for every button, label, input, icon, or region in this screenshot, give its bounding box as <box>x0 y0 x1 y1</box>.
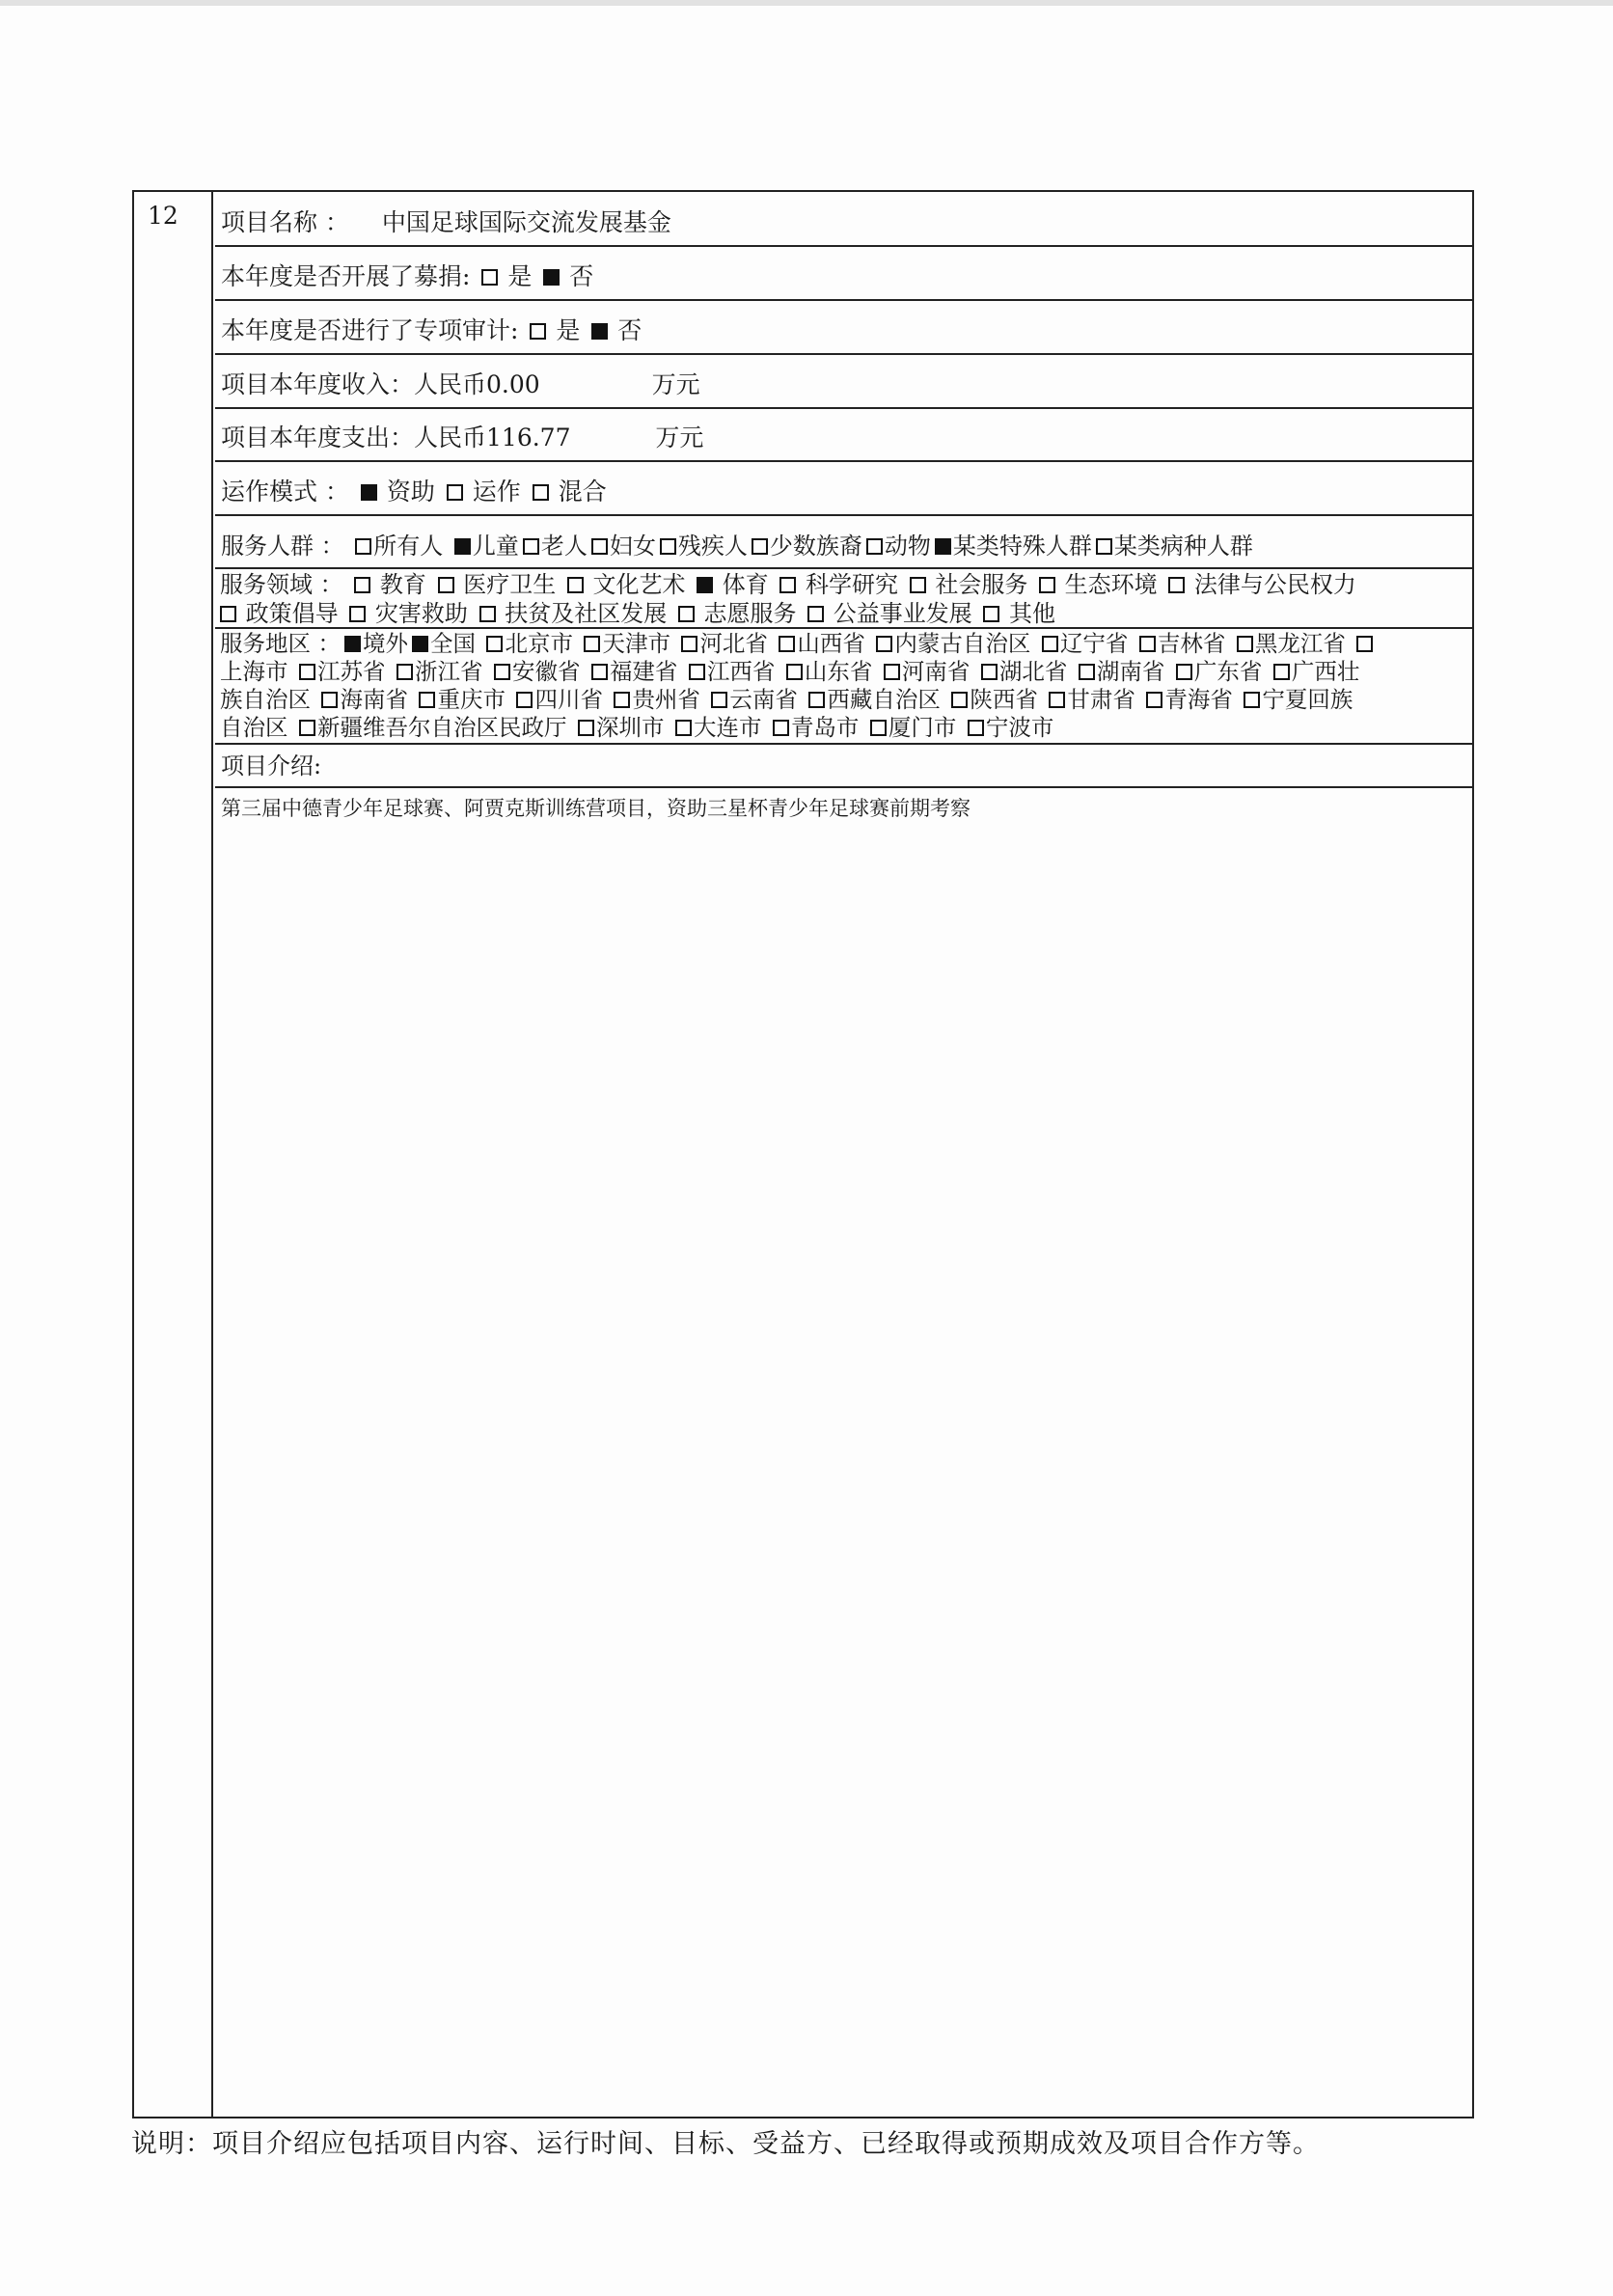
field-sports-label: 体育 <box>722 571 769 598</box>
region-jiangsu-label: 江苏省 <box>316 658 386 685</box>
region-label: 服务地区 ： <box>220 630 341 657</box>
region-dalian-checkbox[interactable] <box>675 720 692 736</box>
region-guizhou-checkbox[interactable] <box>614 692 630 708</box>
region-hunan-checkbox[interactable] <box>1079 664 1095 680</box>
fundraising-no-checkbox[interactable] <box>543 269 560 286</box>
region-xiamen-label: 厦门市 <box>888 714 957 741</box>
project-name-label: 项目名称 ： <box>221 208 349 236</box>
population-disabled-checkbox[interactable] <box>660 538 676 555</box>
region-liaoning-checkbox[interactable] <box>1042 636 1058 652</box>
mode-funding-label: 资助 <box>386 478 435 506</box>
field-policy-checkbox[interactable] <box>220 606 236 622</box>
population-disease-group-checkbox[interactable] <box>1096 538 1112 555</box>
project-form <box>132 190 1474 2118</box>
row-operation-mode <box>215 462 1472 516</box>
region-neimenggu-label: 内蒙古自治区 <box>894 630 1031 657</box>
form-content <box>215 192 1472 2117</box>
region-neimenggu-checkbox[interactable] <box>876 636 892 652</box>
population-women-label: 妇女 <box>609 533 656 560</box>
field-culture-checkbox[interactable] <box>567 577 584 593</box>
fundraising-no-label: 否 <box>569 262 594 290</box>
field-other-label: 其他 <box>1009 600 1056 627</box>
region-ningxia-checkbox[interactable] <box>1244 692 1260 708</box>
region-anhui-label: 安徽省 <box>511 658 581 685</box>
row-service-field <box>215 569 1472 629</box>
population-special-group-checkbox[interactable] <box>935 538 951 555</box>
row-service-population <box>215 516 1472 569</box>
field-education-label: 教育 <box>379 571 426 598</box>
region-shenzhen-label: 深圳市 <box>595 714 665 741</box>
region-hainan-checkbox[interactable] <box>321 692 338 708</box>
region-xinjiang-label: 新疆维吾尔自治区民政厅 <box>316 714 567 741</box>
population-disease-group-label: 某类病种人群 <box>1113 533 1253 560</box>
mode-mixed-checkbox[interactable] <box>533 484 549 501</box>
region-jiangsu-checkbox[interactable] <box>299 664 315 680</box>
region-sichuan-checkbox[interactable] <box>516 692 533 708</box>
field-policy-label: 政策倡导 <box>245 600 339 627</box>
region-shanxi-checkbox[interactable] <box>779 636 795 652</box>
region-xizang-label: 西藏自治区 <box>827 686 941 713</box>
mode-operation-checkbox[interactable] <box>447 484 463 501</box>
mode-mixed-label: 混合 <box>558 478 607 506</box>
field-law-label: 法律与公民权力 <box>1193 571 1356 598</box>
field-environment-label: 生态环境 <box>1064 571 1158 598</box>
field-culture-label: 文化艺术 <box>592 571 686 598</box>
field-research-label: 科学研究 <box>806 571 899 598</box>
region-dalian-label: 大连市 <box>693 714 762 741</box>
region-yunnan-label: 云南省 <box>729 686 798 713</box>
region-tianjin-label: 天津市 <box>602 630 670 657</box>
region-hubei-label: 湖北省 <box>998 658 1068 685</box>
region-jiangxi-checkbox[interactable] <box>689 664 705 680</box>
field-line-1 <box>220 570 1468 599</box>
region-henan-label: 河南省 <box>901 658 971 685</box>
field-volunteer-checkbox[interactable] <box>678 606 695 622</box>
mode-label: 运作模式 ： <box>221 478 349 506</box>
row-income <box>215 355 1472 409</box>
region-shandong-label: 山东省 <box>804 658 873 685</box>
region-beijing-checkbox[interactable] <box>486 636 503 652</box>
field-law-checkbox[interactable] <box>1168 577 1185 593</box>
region-shaanxi-checkbox[interactable] <box>951 692 968 708</box>
field-public-welfare-label: 公益事业发展 <box>833 600 972 627</box>
region-hubei-checkbox[interactable] <box>981 664 998 680</box>
population-minority-label: 少数族裔 <box>769 533 862 560</box>
region-hainan-label: 海南省 <box>340 686 408 713</box>
region-jilin-label: 吉林省 <box>1157 630 1226 657</box>
income-unit: 万元 <box>651 370 700 398</box>
region-chongqing-checkbox[interactable] <box>419 692 435 708</box>
population-animals-checkbox[interactable] <box>866 538 883 555</box>
audit-label: 本年度是否进行了专项审计: <box>221 316 519 344</box>
field-health-checkbox[interactable] <box>438 577 454 593</box>
region-guangxi-checkbox[interactable] <box>1273 664 1290 680</box>
region-liaoning-label: 辽宁省 <box>1059 630 1129 657</box>
field-public-welfare-checkbox[interactable] <box>807 606 824 622</box>
mode-funding-checkbox[interactable] <box>361 484 377 501</box>
region-henan-checkbox[interactable] <box>884 664 900 680</box>
population-children-label: 儿童 <box>472 533 519 560</box>
region-qinghai-label: 青海省 <box>1164 686 1233 713</box>
population-elderly-label: 老人 <box>540 533 588 560</box>
intro-text: 第三届中德青少年足球赛、阿贾克斯训练营项目，资助三星杯青少年足球赛前期考察 <box>221 797 971 820</box>
region-ningxia-label-part2: 自治区 <box>220 714 288 741</box>
region-hunan-label: 湖南省 <box>1096 658 1165 685</box>
population-elderly-checkbox[interactable] <box>523 538 539 555</box>
field-other-checkbox[interactable] <box>983 606 999 622</box>
field-health-label: 医疗卫生 <box>463 571 557 598</box>
field-social-service-checkbox[interactable] <box>910 577 926 593</box>
row-special-audit <box>215 301 1472 355</box>
expense-label: 项目本年度支出：人民币116.77 <box>221 424 571 451</box>
row-service-region <box>215 629 1472 745</box>
population-animals-label: 动物 <box>884 533 931 560</box>
row-fundraising <box>215 247 1472 301</box>
region-anhui-checkbox[interactable] <box>494 664 510 680</box>
mode-operation-label: 运作 <box>472 478 521 506</box>
region-heilongjiang-label: 黑龙江省 <box>1254 630 1346 657</box>
region-guangdong-checkbox[interactable] <box>1176 664 1192 680</box>
row-project-intro-label <box>215 745 1472 788</box>
project-name-value: 中国足球国际交流发展基金 <box>381 208 671 236</box>
population-all-label: 所有人 <box>373 533 444 560</box>
region-gansu-checkbox[interactable] <box>1049 692 1065 708</box>
audit-yes-label: 是 <box>556 316 581 344</box>
population-children-checkbox[interactable] <box>454 538 471 555</box>
region-overseas-checkbox[interactable] <box>344 636 361 652</box>
region-gansu-label: 甘肃省 <box>1067 686 1135 713</box>
region-ningbo-checkbox[interactable] <box>968 720 984 736</box>
region-shanghai-checkbox[interactable] <box>1356 636 1373 652</box>
field-disaster-label: 灾害救助 <box>374 600 468 627</box>
region-zhejiang-label: 浙江省 <box>414 658 483 685</box>
field-poverty-checkbox[interactable] <box>479 606 496 622</box>
region-fujian-checkbox[interactable] <box>591 664 608 680</box>
region-sichuan-label: 四川省 <box>534 686 603 713</box>
field-social-service-label: 社会服务 <box>935 571 1028 598</box>
region-guangxi-label-part2: 族自治区 <box>220 686 311 713</box>
region-xiamen-checkbox[interactable] <box>870 720 887 736</box>
project-number: 12 <box>148 202 178 230</box>
population-label: 服务人群 ： <box>221 533 344 560</box>
field-volunteer-label: 志愿服务 <box>703 600 797 627</box>
population-women-checkbox[interactable] <box>591 538 608 555</box>
region-jilin-checkbox[interactable] <box>1139 636 1156 652</box>
region-guangdong-label: 广东省 <box>1193 658 1263 685</box>
region-hebei-label: 河北省 <box>699 630 768 657</box>
fundraising-label: 本年度是否开展了募捐: <box>221 262 471 290</box>
row-project-name <box>215 192 1472 247</box>
field-line-2 <box>220 599 1468 628</box>
region-qingdao-checkbox[interactable] <box>773 720 789 736</box>
region-guizhou-label: 贵州省 <box>632 686 700 713</box>
number-column <box>134 192 213 2117</box>
audit-no-label: 否 <box>617 316 642 344</box>
field-education-checkbox[interactable] <box>354 577 370 593</box>
region-qingdao-label: 青岛市 <box>790 714 860 741</box>
region-overseas-label: 境外 <box>362 630 408 657</box>
region-heilongjiang-checkbox[interactable] <box>1237 636 1253 652</box>
region-line-3 <box>220 686 1468 714</box>
region-fujian-label: 福建省 <box>609 658 678 685</box>
field-environment-checkbox[interactable] <box>1039 577 1055 593</box>
region-xinjiang-checkbox[interactable] <box>299 720 315 736</box>
region-shenzhen-checkbox[interactable] <box>578 720 594 736</box>
page-top-edge <box>0 0 1613 6</box>
row-expense <box>215 409 1472 462</box>
population-disabled-label: 残疾人 <box>677 533 748 560</box>
region-jiangxi-label: 江西省 <box>706 658 776 685</box>
region-national-checkbox[interactable] <box>412 636 428 652</box>
region-line-4 <box>220 714 1468 742</box>
fundraising-yes-label: 是 <box>507 262 533 290</box>
region-yunnan-checkbox[interactable] <box>711 692 727 708</box>
field-disaster-checkbox[interactable] <box>349 606 366 622</box>
field-sports-checkbox[interactable] <box>697 577 713 593</box>
region-line-2 <box>220 658 1468 686</box>
income-label: 项目本年度收入：人民币0.00 <box>221 370 540 398</box>
footer-note: 说明：项目介绍应包括项目内容、运行时间、目标、受益方、已经取得或预期成效及项目合作方等。 <box>131 2129 1320 2159</box>
population-special-group-label: 某类特殊人群 <box>952 533 1092 560</box>
region-ningbo-label: 宁波市 <box>985 714 1054 741</box>
region-qinghai-checkbox[interactable] <box>1146 692 1162 708</box>
region-zhejiang-checkbox[interactable] <box>396 664 413 680</box>
field-research-checkbox[interactable] <box>779 577 796 593</box>
field-label: 服务领域 ： <box>220 571 343 598</box>
audit-no-checkbox[interactable] <box>591 323 608 340</box>
region-shandong-checkbox[interactable] <box>786 664 803 680</box>
intro-label: 项目介绍: <box>221 752 322 779</box>
region-shanghai-label: 上海市 <box>220 658 288 685</box>
region-shanxi-label: 山西省 <box>797 630 865 657</box>
region-shaanxi-label: 陕西省 <box>970 686 1038 713</box>
audit-yes-checkbox[interactable] <box>530 323 546 340</box>
region-guangxi-label-part1: 广西壮 <box>1291 658 1360 685</box>
expense-unit: 万元 <box>655 424 704 451</box>
population-minority-checkbox[interactable] <box>752 538 768 555</box>
region-tianjin-checkbox[interactable] <box>584 636 600 652</box>
fundraising-yes-checkbox[interactable] <box>481 269 498 286</box>
region-hebei-checkbox[interactable] <box>681 636 697 652</box>
region-national-label: 全国 <box>429 630 476 657</box>
region-ningxia-label-part1: 宁夏回族 <box>1262 686 1353 713</box>
region-line-1 <box>220 630 1468 658</box>
region-xizang-checkbox[interactable] <box>808 692 825 708</box>
region-beijing-label: 北京市 <box>505 630 573 657</box>
population-all-checkbox[interactable] <box>355 538 371 555</box>
field-poverty-label: 扶贫及社区发展 <box>505 600 668 627</box>
region-chongqing-label: 重庆市 <box>437 686 506 713</box>
